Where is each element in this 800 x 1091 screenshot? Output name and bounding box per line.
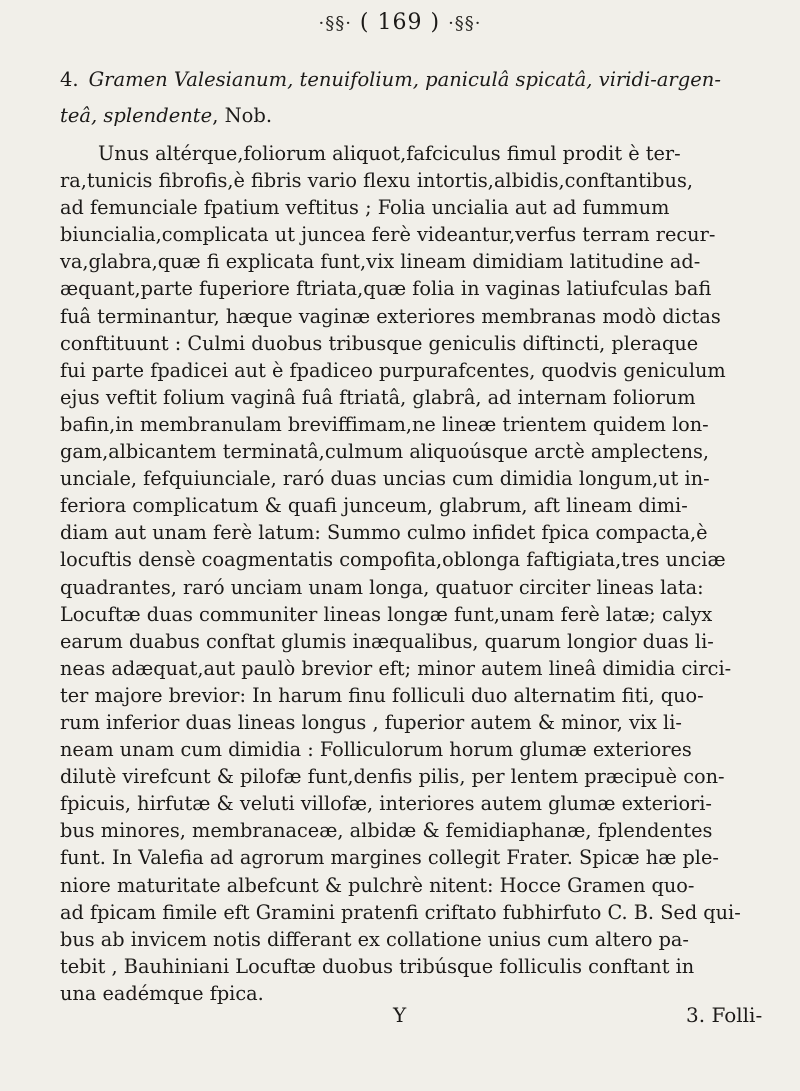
text-line: fpicuis, hirfutæ & veluti villofæ, interiores autem glumæ exteriori- xyxy=(60,792,712,816)
text-line: dilutè virefcunt & pilofæ funt,denfis pilis, per lentem præcipuè con- xyxy=(60,765,725,789)
text-line: unciale, fefquiunciale, raró duas uncias cum dimidia longum,ut in- xyxy=(60,467,710,491)
text-line: neas adæquat,aut paulò brevior eft; minor autem lineâ dimidia circi- xyxy=(60,656,732,680)
text-line: ra,tunicis fibrofis,è fibris vario flexu intortis,albidis,conftantibus, xyxy=(60,169,693,193)
text-line: bus ab invicem notis differant ex collatione unius cum altero pa- xyxy=(60,927,689,951)
text-line: diam aut unam ferè latum: Summo culmo infidet fpica compacta,è xyxy=(60,521,708,545)
text-line: gam,albicantem terminatâ,culmum aliquoúsque arctè amplectens, xyxy=(60,440,710,464)
signature-mark: Y xyxy=(393,1003,407,1027)
text-line: feriora complicatum & quafi junceum, glabrum, aft lineam dimi- xyxy=(60,494,688,518)
ornament-right: ·§§· xyxy=(448,13,482,34)
text-line: biuncialia,complicata ut juncea ferè videantur,verfus terram recur- xyxy=(60,223,716,247)
text-line: fuâ terminantur, hæque vaginæ exteriores membranas modò dictas xyxy=(60,304,721,328)
text-line: niore maturitate albefcunt & pulchrè nitent: Hocce Gramen quo- xyxy=(60,873,695,897)
entry-title-tail: , Nob. xyxy=(212,104,273,127)
page-number: ( 169 ) xyxy=(359,10,441,35)
text-line: fui parte fpadicei aut è fpadiceo purpurafcentes, quodvis geniculum xyxy=(60,358,726,382)
running-header xyxy=(0,10,800,35)
text-line: tebit , Bauhiniani Locuftæ duobus tribúsque folliculis conftant in xyxy=(60,954,695,978)
entry-title: Gramen Valesianum, tenuifolium, paniculâ spicatâ, viridi-argen- xyxy=(88,68,721,91)
text-line: una eadémque fpica. xyxy=(60,981,264,1005)
text-line: locuftis densè coagmentatis compofita,oblonga faftigiata,tres unciæ xyxy=(60,548,726,572)
text-line: funt. In Valefia ad agrorum margines collegit Frater. Spicæ hæ ple- xyxy=(60,846,719,870)
text-line: va,glabra,quæ fi explicata funt,vix lineam dimidiam latitudine ad- xyxy=(60,250,701,274)
text-line: bus minores, membranaceæ, albidæ & femidiaphanæ, fplendentes xyxy=(60,819,713,843)
text-line: ad fpicam fimile eft Gramini pratenfi criftato fubhirfuto C. B. Sed qui- xyxy=(60,900,741,924)
entry-number: 4. xyxy=(60,68,79,91)
text-line: quadrantes, raró unciam unam longa, quatuor circiter lineas lata: xyxy=(60,575,704,599)
text-line: rum inferior duas lineas longus , fuperior autem & minor, vix li- xyxy=(60,710,682,734)
catchword: 3. Folli- xyxy=(686,1003,763,1027)
text-line: Unus altérque,foliorum aliquot,fafciculus fimul prodit è ter- xyxy=(98,142,681,165)
text-line: æquant,parte fuperiore ftriata,quæ folia in vaginas latiufculas bafi xyxy=(60,277,712,301)
body-text xyxy=(60,140,765,1007)
text-line: bafin,in membranulam breviffimam,ne lineæ trientem quidem lon- xyxy=(60,412,709,436)
text-line: neam unam cum dimidia : Folliculorum horum glumæ exteriores xyxy=(60,738,692,762)
text-line: ejus veftit folium vaginâ fuâ ftriatâ, glabrâ, ad internam foliorum xyxy=(60,385,696,409)
text-line: earum duabus conftat glumis inæqualibus, quarum longior duas li- xyxy=(60,629,714,653)
entry-heading xyxy=(60,62,760,134)
text-line: ad femunciale fpatium veftitus ; Folia uncialia aut ad fummum xyxy=(60,196,670,220)
ornament-left: ·§§· xyxy=(318,13,352,34)
text-line: conftituunt : Culmi duobus tribusque geniculis diftincti, pleraque xyxy=(60,331,699,355)
text-line: ter majore brevior: In harum finu folliculi duo alternatim fiti, quo- xyxy=(60,683,704,707)
entry-title-continued: teâ, splendente xyxy=(60,104,213,127)
text-line: Locuftæ duas communiter lineas longæ funt,unam ferè latæ; calyx xyxy=(60,602,713,626)
